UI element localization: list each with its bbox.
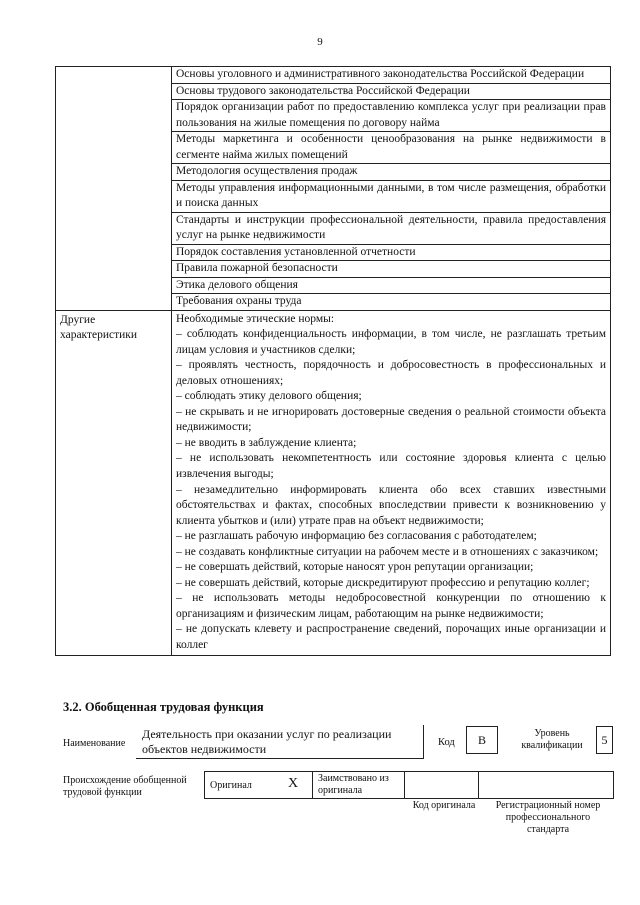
origin-label: Происхождение обобщенной трудовой функции <box>63 775 187 798</box>
knowledge-item: Требования охраны труда <box>176 295 302 307</box>
ethics-item: – не совершать действий, которые дискредитируют профессию и репутацию коллег; <box>176 576 590 589</box>
code-value: B <box>477 733 486 747</box>
other-characteristics-label: Другие характеристики <box>56 310 172 655</box>
page-number: 9 <box>317 36 323 48</box>
original-mark: X <box>288 776 299 791</box>
ethics-item: – проявлять честность, порядочность и добросовестность в профессиональных и деловых отношениях; <box>176 359 606 387</box>
ethics-item: – не совершать действий, которые наносят урон репутации организации; <box>176 561 534 574</box>
ethics-item: – не вводить в заблуждение клиента; <box>176 436 357 449</box>
ethics-item: – не разглашать рабочую информацию без согласования с работодателем; <box>176 530 537 543</box>
code-value-box <box>466 726 498 754</box>
level-value-box <box>596 726 613 754</box>
knowledge-item: Основы трудового законодательства Российской Федерации <box>172 84 610 101</box>
knowledge-item: Стандарты и инструкции профессиональной деятельности, правила предоставления услуг на рынке недвижимости <box>172 213 610 245</box>
ethics-item: – не использовать методы недобросовестной конкуренции по отношению к организациям и физическим лицам, работающим на рынке недвижимости; <box>176 592 606 620</box>
knowledge-item: Этика делового общения <box>172 278 610 295</box>
ethics-item: – незамедлительно информировать клиента обо всех ставших известными обстоятельствах и фактах, способных впоследствии привести к возникновению у клиента убытков и (или) утрате прав на объект недвижимости; <box>176 483 606 527</box>
section-heading: 3.2. Обобщенная трудовая функция <box>63 700 264 714</box>
level-value: 5 <box>601 733 608 747</box>
knowledge-item: Правила пожарной безопасности <box>172 261 610 278</box>
origin-divider <box>404 771 405 799</box>
ethics-item: – не создавать конфликтные ситуации на рабочем месте и в отношениях с заказчиком; <box>176 545 599 558</box>
origin-box <box>204 771 614 799</box>
code-label: Код <box>438 737 455 748</box>
other-characteristics-row <box>56 310 611 655</box>
origin-divider <box>312 771 313 799</box>
knowledge-item: Методология осуществления продаж <box>172 164 610 181</box>
name-value: Деятельность при оказании услуг по реализации объектов недвижимости <box>142 727 392 756</box>
knowledge-label-cell <box>56 67 172 311</box>
knowledge-item: Основы уголовного и административного законодательства Российской Федерации <box>172 67 610 84</box>
knowledge-item: Порядок составления установленной отчетности <box>172 245 610 262</box>
knowledge-item: Порядок организации работ по предоставлению комплекса услуг при реализации прав пользования на жилые помещения по договору найма <box>172 100 610 132</box>
knowledge-table <box>55 66 611 656</box>
original-label: Оригинал <box>210 780 252 791</box>
reg-number-caption: Регистрационный номер профессионального стандарта <box>495 800 601 835</box>
ethics-item: – соблюдать конфиденциальность информации, в том числе, не разглашать третьим лицам условия и участников сделки; <box>176 328 606 356</box>
borrowed-label: Заимствовано из оригинала <box>318 773 389 796</box>
level-label: Уровень квалификации <box>521 728 583 751</box>
knowledge-item: Методы маркетинга и особенности ценообразования на рынке недвижимости в сегменте найма жилых помещений <box>172 132 610 164</box>
ethics-intro: Необходимые этические нормы: <box>176 312 335 325</box>
knowledge-item: Методы управления информационными данными, в том числе размещения, обработки и поиска данных <box>172 181 610 213</box>
ethics-item: – не использовать некомпетентность или состояние здоровья клиента с целью извлечения выгоды; <box>176 452 606 480</box>
knowledge-content-cell <box>172 67 611 311</box>
ethics-item: – не скрывать и не игнорировать достоверные сведения о реальной стоимости объекта недвижимости; <box>176 405 606 434</box>
name-label: Наименование <box>63 738 126 749</box>
knowledge-row <box>56 67 611 311</box>
origin-divider <box>478 771 479 799</box>
name-value-box <box>136 725 424 759</box>
ethics-item: – соблюдать этику делового общения; <box>176 390 362 403</box>
other-characteristics-cell <box>172 310 611 655</box>
ethics-item: – не допускать клевету и распространение сведений, порочащих иные организации и коллег <box>176 623 606 651</box>
code-original-caption: Код оригинала <box>412 800 476 811</box>
